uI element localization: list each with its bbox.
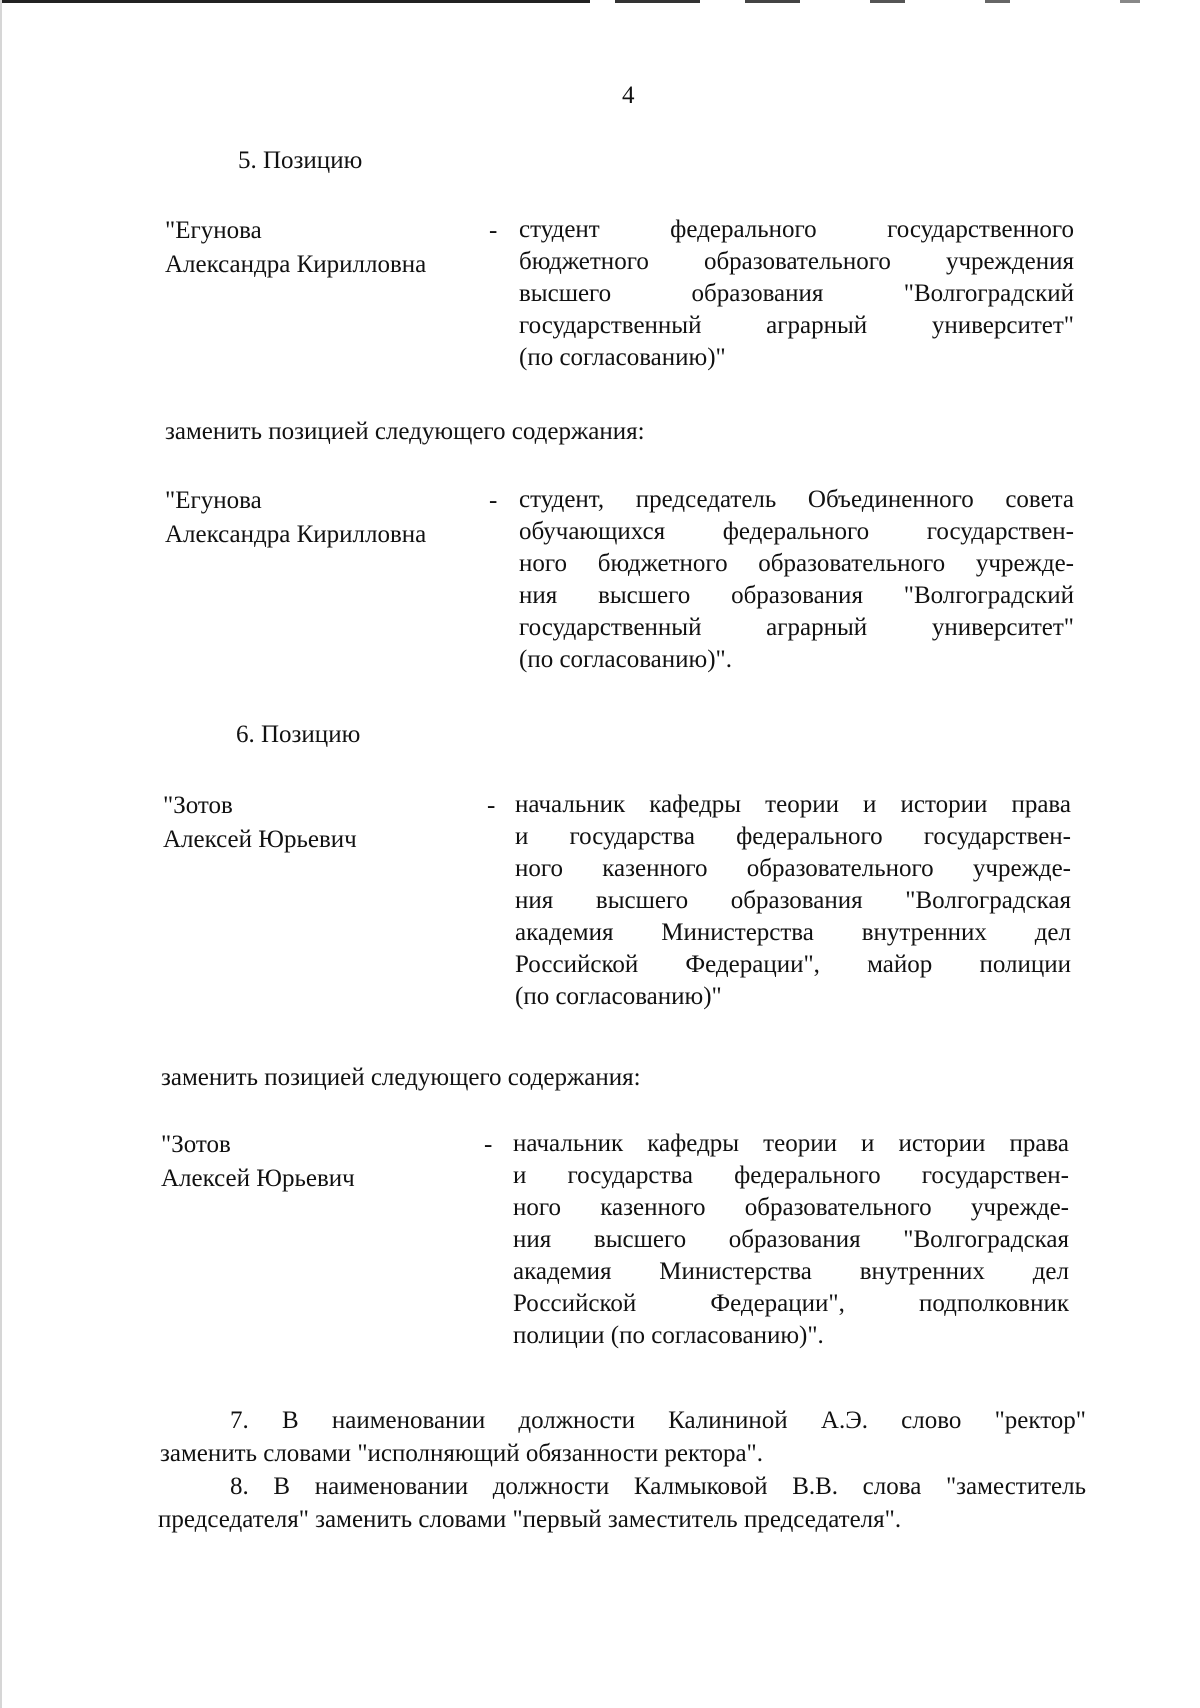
- item-5-replace-text: заменить позицией следующего содержания:: [165, 418, 645, 445]
- entry-name: "Зотов Алексей Юрьевич: [163, 792, 357, 853]
- entry-name: "Егунова Александра Кирилловна: [165, 217, 427, 278]
- entry-dash: -: [489, 487, 498, 514]
- scan-edge-left: [0, 0, 2, 1708]
- entry-description: начальник кафедры теории и истории права и государства федерального государствен- ного казенного образовательного учрежде- ния высшего образования "Волгоградская академия Министерства внутренних дел Российской Федерации", майор полиции (по согласованию)": [515, 791, 1071, 1010]
- entry-dash: -: [484, 1131, 493, 1158]
- entry-description: студент федерального государственного бюджетного образовательного учреждения высшего образования "Волгоградский государственный аграрный университет" (по согласованию)": [519, 216, 1074, 371]
- entry-description: начальник кафедры теории и истории права и государства федерального государствен- ного казенного образовательного учрежде- ния высшего образования "Волгоградская академия Министерства внутренних дел Российской Федерации", подполковник полиции (по согласованию)".: [513, 1130, 1069, 1349]
- entry-dash: -: [487, 792, 496, 819]
- entry-dash: -: [489, 217, 498, 244]
- scan-edge-top: [0, 0, 1200, 3]
- item-5-heading: 5. Позицию: [238, 147, 363, 174]
- entry-name: "Зотов Алексей Юрьевич: [161, 1131, 355, 1192]
- item-6-replace-text: заменить позицией следующего содержания:: [161, 1064, 641, 1091]
- entry-name: "Егунова Александра Кирилловна: [165, 487, 427, 548]
- paragraph-8: 8. В наименовании должности Калмыковой В.В. слова "заместитель председателя" заменить словами "первый заместитель председателя".: [158, 1473, 1086, 1533]
- item-6-heading: 6. Позицию: [236, 721, 361, 748]
- page-number: 4: [622, 82, 635, 109]
- paragraph-7: 7. В наименовании должности Калининой А.Э. слово "ректор" заменить словами "исполняющий обязанности ректора".: [160, 1407, 1086, 1467]
- entry-description: студент, председатель Объединенного совета обучающихся федерального государствен- ного бюджетного образовательного учрежде- ния высшего образования "Волгоградский государственный аграрный университет" (по согласованию)".: [519, 486, 1074, 673]
